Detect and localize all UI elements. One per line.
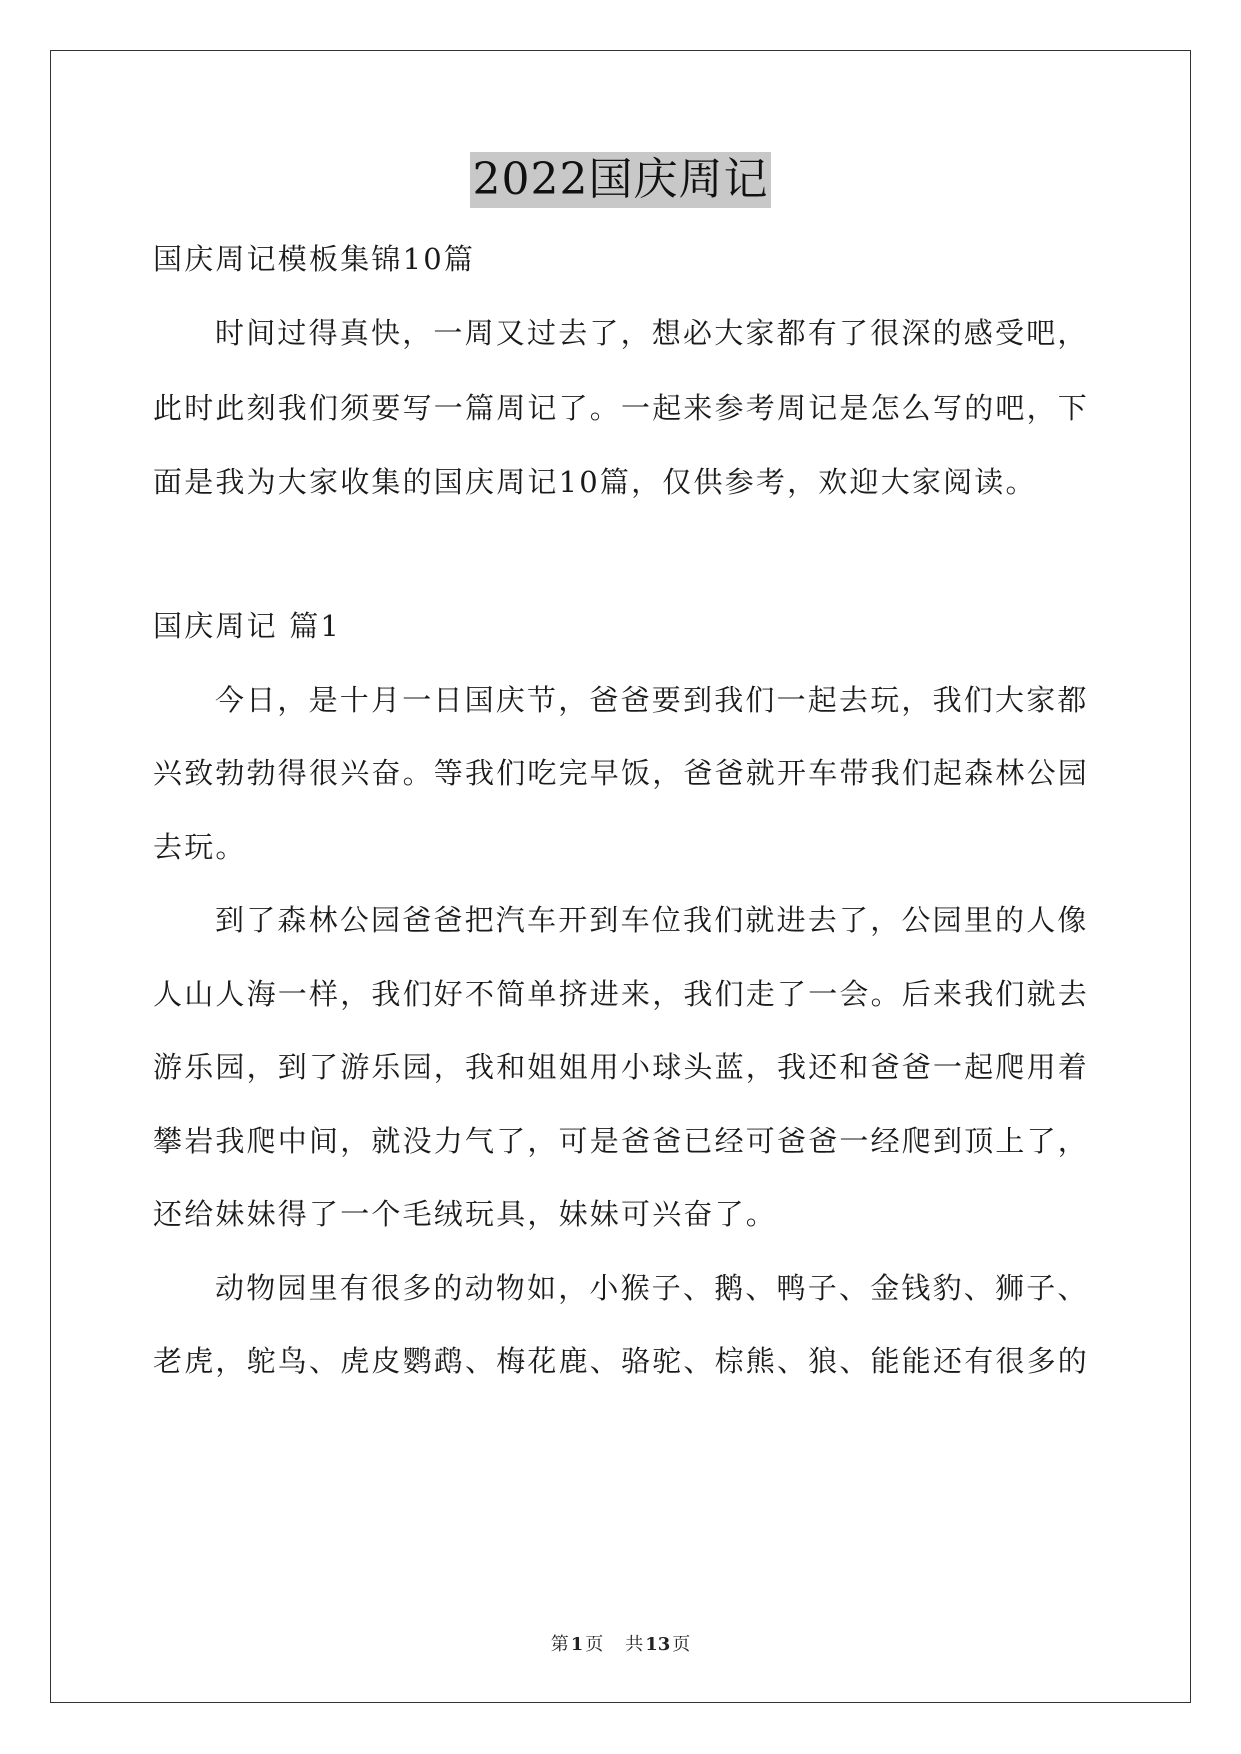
paragraph-1-line-1: 今日，是十月一日国庆节，爸爸要到我们一起去玩，我们大家都 (215, 683, 1089, 717)
paragraph-2-line-4: 攀岩我爬中间，就没力气了，可是爸爸已经可爸爸一经爬到顶上了， (153, 1124, 1090, 1158)
total-suffix: 页 (672, 1634, 691, 1655)
paragraph-2-line-2: 人山人海一样，我们好不简单挤进来，我们走了一会。后来我们就去 (153, 977, 1090, 1011)
title-container (0, 152, 1241, 208)
page-suffix: 页 (585, 1634, 604, 1655)
paragraph-2-line-5: 还给妹妹得了一个毛绒玩具，妹妹可兴奋了。 (153, 1197, 778, 1231)
paragraph-3-line-1: 动物园里有很多的动物如，小猴子、鹅、鸭子、金钱豹、狮子、 (215, 1271, 1089, 1305)
paragraph-2-line-1: 到了森林公园爸爸把汽车开到车位我们就进去了，公园里的人像 (215, 903, 1089, 937)
subtitle: 国庆周记模板集锦10篇 (153, 242, 476, 276)
paragraph-1-line-2: 兴致勃勃得很兴奋。等我们吃完早饭，爸爸就开车带我们起森林公园 (153, 756, 1090, 790)
intro-line-2: 此时此刻我们须要写一篇周记了。一起来参考周记是怎么写的吧，下 (153, 391, 1090, 425)
paragraph-1-line-3: 去玩。 (153, 830, 247, 864)
total-pages: 13 (645, 1634, 671, 1655)
page-prefix: 第 (550, 1634, 569, 1655)
paragraph-2-line-3: 游乐园，到了游乐园，我和姐姐用小球头蓝，我还和爸爸一起爬用着 (153, 1050, 1090, 1084)
intro-line-3: 面是我为大家收集的国庆周记10篇，仅供参考，欢迎大家阅读。 (153, 465, 1037, 499)
page-footer (0, 1633, 1241, 1657)
paragraph-3-line-2: 老虎，鸵鸟、虎皮鹦鹉、梅花鹿、骆驼、棕熊、狼、能能还有很多的 (153, 1344, 1090, 1378)
intro-line-1: 时间过得真快，一周又过去了，想必大家都有了很深的感受吧， (215, 316, 1089, 350)
page-number: 1 (570, 1634, 584, 1655)
total-prefix: 共 (625, 1634, 644, 1655)
document-title: 2022国庆周记 (470, 152, 772, 208)
section-heading: 国庆周记 篇1 (153, 609, 342, 643)
page-border (50, 50, 1191, 1703)
